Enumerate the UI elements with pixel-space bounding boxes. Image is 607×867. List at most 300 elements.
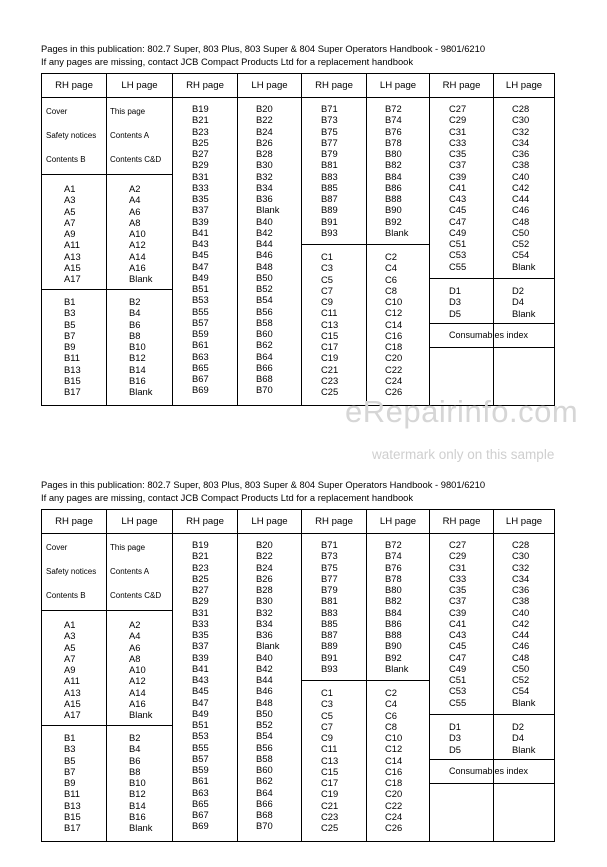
safety-notices-entry: Safety notices (46, 567, 97, 576)
page-number: C51 (449, 674, 467, 685)
page-number: B52 (256, 283, 273, 294)
lh-b-pages-cont (256, 539, 279, 832)
page-number: B48 (256, 260, 273, 272)
rh-c-pages-cont (449, 539, 466, 708)
page-number: B2 (129, 296, 141, 307)
lh-d-pages (512, 721, 535, 755)
lh-b-pages-cont (256, 103, 279, 396)
page-number: C48 (512, 651, 530, 663)
page-number: C19 (321, 788, 339, 800)
page-number: C16 (385, 765, 403, 777)
page-number: B63 (192, 786, 209, 798)
page-number: B88 (385, 629, 402, 640)
page-number: B62 (256, 339, 273, 351)
page-number: B12 (129, 352, 146, 364)
page-number: Blank (512, 696, 536, 708)
page-number: A5 (64, 205, 76, 217)
page-number: B76 (385, 125, 402, 137)
rh-page-header: RH page (442, 80, 481, 91)
page-number: C44 (512, 193, 530, 204)
publication-title: Pages in this publication: 802.7 Super, 803 Plus, 803 Super & 804 Super Operators Handbook - 9801/6210 (41, 479, 486, 490)
page-number: B76 (385, 561, 402, 573)
page-number: C21 (321, 799, 339, 811)
page-number: B17 (64, 386, 81, 397)
page-number: B92 (385, 651, 402, 663)
page-number: B44 (256, 238, 273, 249)
page-number: B83 (321, 170, 338, 182)
page-number: C13 (321, 754, 339, 766)
page-number: B68 (256, 809, 273, 820)
page-number: C53 (449, 249, 467, 261)
page-number: B5 (64, 754, 76, 766)
page-number: A16 (129, 261, 146, 273)
page-number: A7 (64, 652, 76, 664)
publication-title: Pages in this publication: 802.7 Super, 803 Plus, 803 Super & 804 Super Operators Handbook - 9801/6210 (41, 43, 486, 54)
page-number: A15 (64, 261, 81, 273)
contents-a-entry: Contents A (110, 567, 150, 576)
page-number: C21 (321, 363, 339, 375)
page-number: B50 (256, 271, 273, 283)
page-number: B61 (192, 339, 209, 351)
page-number: B17 (64, 822, 81, 833)
page-number: B1 (64, 732, 76, 743)
page-number: C32 (512, 561, 530, 573)
page-number: C15 (321, 329, 339, 341)
page-number: B51 (192, 719, 209, 730)
page-number: B91 (321, 651, 338, 663)
page-number: B46 (256, 249, 273, 261)
page-number: B50 (256, 707, 273, 719)
page-number: C49 (449, 662, 467, 674)
page-number: C36 (512, 148, 530, 159)
page-number: B48 (256, 696, 273, 708)
page-number: B24 (256, 125, 273, 137)
page-number: C53 (449, 685, 467, 697)
page-number: B64 (256, 786, 273, 798)
page-number: D3 (449, 296, 461, 308)
page-number: B75 (321, 125, 338, 137)
page-number: C16 (385, 329, 403, 341)
page-number: C32 (512, 125, 530, 137)
page-number: A16 (129, 697, 146, 709)
rh-page-header: RH page (315, 80, 353, 91)
page-number: B77 (321, 572, 338, 584)
page-number: D4 (512, 296, 524, 308)
page-number: B35 (192, 629, 209, 640)
page-number: B79 (321, 148, 338, 159)
lh-page-header: LH page (121, 516, 158, 527)
page-number: C25 (321, 386, 339, 397)
page-number: A1 (64, 183, 76, 194)
page-number: C51 (449, 238, 467, 249)
page-number: B82 (385, 159, 402, 171)
page-number: B12 (129, 788, 146, 800)
page-number: C54 (512, 249, 530, 261)
page-number: B93 (321, 662, 338, 674)
page-number: B47 (192, 696, 209, 708)
page-number: A14 (129, 686, 146, 698)
page-number: B11 (64, 788, 80, 800)
page-number: C46 (512, 640, 530, 652)
page-number: B3 (64, 743, 76, 755)
page-number: B32 (256, 170, 273, 182)
page-number: B65 (192, 797, 209, 809)
this-page-entry: This page (110, 543, 146, 552)
page-number: C28 (512, 539, 530, 550)
rh-b-pages-cont (192, 539, 209, 832)
page-number: B54 (256, 294, 273, 306)
page-number: C47 (449, 215, 467, 227)
page-number: A17 (64, 273, 81, 284)
lh-c-pages (385, 251, 402, 397)
page-number: C27 (449, 103, 467, 114)
lh-a-pages (129, 619, 152, 720)
page-number: C24 (385, 374, 403, 386)
page-number: B55 (192, 741, 209, 753)
page-number: A4 (129, 630, 141, 642)
page-number: B74 (385, 114, 402, 126)
page-number: A10 (129, 664, 146, 675)
page-number: B34 (256, 617, 273, 629)
page-number: B53 (192, 730, 209, 742)
page-number: C33 (449, 572, 467, 584)
page-number: B40 (256, 215, 273, 227)
contents-cd-entry: Contents C&D (110, 591, 162, 600)
page-number: C45 (449, 204, 467, 216)
page-number: B65 (192, 361, 209, 373)
page-number: C10 (385, 732, 403, 743)
page-number: C4 (385, 698, 397, 710)
page-number: Blank (512, 307, 536, 319)
page-number: C52 (512, 674, 530, 685)
page-list-sample-top (0, 0, 607, 397)
page-number: B56 (256, 741, 273, 753)
page-number: B9 (64, 341, 76, 352)
page-number: B16 (129, 374, 146, 386)
page-number: B6 (129, 754, 141, 766)
lh-c-pages-cont (512, 103, 535, 272)
page-number: B27 (192, 148, 209, 159)
page-number: C31 (449, 561, 467, 573)
page-number: C20 (385, 788, 403, 800)
page-number: C14 (385, 318, 403, 330)
page-number: B29 (192, 159, 209, 171)
page-number: C8 (385, 720, 397, 732)
page-number: B4 (129, 743, 141, 755)
contents-a-entry: Contents A (110, 131, 150, 140)
page-number: B42 (256, 226, 273, 238)
page-number: C18 (385, 341, 403, 352)
page-list-sample-bottom (0, 436, 607, 833)
page-number: C34 (512, 572, 530, 584)
page-number: B20 (256, 103, 273, 114)
page-number: B55 (192, 305, 209, 317)
page-number: C2 (385, 251, 397, 262)
page-number: B16 (129, 810, 146, 822)
lh-a-pages (129, 183, 152, 284)
page-number: C27 (449, 539, 467, 550)
page-number: C39 (449, 606, 467, 618)
page-number: C48 (512, 215, 530, 227)
page-number: C4 (385, 262, 397, 274)
page-number: A17 (64, 709, 81, 720)
lh-b-pages (129, 732, 152, 833)
page-number: B54 (256, 730, 273, 742)
page-number: D4 (512, 732, 524, 744)
page-number: A13 (64, 250, 81, 262)
page-number: B26 (256, 572, 273, 584)
page-number: B47 (192, 260, 209, 272)
page-number: C28 (512, 103, 530, 114)
page-number: A11 (64, 239, 80, 251)
page-number: Blank (129, 709, 153, 720)
page-number: C29 (449, 550, 467, 562)
contents-b-entry: Contents B (46, 155, 86, 164)
page-number: B92 (385, 215, 402, 227)
page-number: B53 (192, 294, 209, 306)
page-number: C22 (385, 799, 403, 811)
page-number: C39 (449, 170, 467, 182)
page-number: B80 (385, 584, 402, 595)
page-number: B70 (256, 384, 273, 396)
contents-b-entry: Contents B (46, 591, 86, 600)
page-number: B60 (256, 764, 273, 775)
page-number: C11 (321, 307, 338, 319)
page-number: B42 (256, 662, 273, 674)
page-list-table (41, 509, 555, 842)
page-number: B74 (385, 550, 402, 562)
page-number: Blank (385, 662, 409, 674)
page-number: C12 (385, 743, 403, 755)
page-number: B8 (129, 329, 141, 341)
page-number: B1 (64, 296, 76, 307)
page-number: B89 (321, 204, 338, 216)
lh-page-header: LH page (379, 80, 417, 91)
page-number: B56 (256, 305, 273, 317)
page-number: B67 (192, 809, 209, 820)
page-number: C52 (512, 238, 530, 249)
page-number: B51 (192, 283, 209, 294)
page-number: B21 (192, 550, 209, 562)
consumables-index-entry: Consumables index (449, 766, 529, 776)
page-number: B19 (192, 539, 209, 550)
page-number: B69 (192, 820, 209, 832)
page-number: C35 (449, 148, 467, 159)
page-number: B11 (64, 352, 80, 364)
missing-pages-note: If any pages are missing, contact JCB Compact Products Ltd for a replacement handbook (41, 56, 414, 67)
page-number: B87 (321, 193, 338, 204)
page-number: B30 (256, 595, 273, 607)
page-number: C24 (385, 810, 403, 822)
page-number: A2 (129, 183, 141, 194)
page-number: B9 (64, 777, 76, 788)
page-number: B2 (129, 732, 141, 743)
rh-page-header: RH page (442, 516, 481, 527)
page-number: B70 (256, 820, 273, 832)
lh-page-header: LH page (379, 516, 417, 527)
page-number: C15 (321, 765, 339, 777)
page-number: B68 (256, 373, 273, 384)
page-number: A5 (64, 641, 76, 653)
page-number: C54 (512, 685, 530, 697)
page-number: D1 (449, 721, 461, 732)
lh-b-pages-end (385, 103, 408, 238)
page-number: B14 (129, 363, 146, 375)
page-number: B64 (256, 350, 273, 362)
page-number: C38 (512, 159, 530, 171)
page-number: B82 (385, 595, 402, 607)
page-number: B37 (192, 204, 209, 216)
page-number: Blank (256, 640, 280, 652)
page-number: B88 (385, 193, 402, 204)
page-number: C35 (449, 584, 467, 595)
page-number: C46 (512, 204, 530, 216)
lh-c-pages-cont (512, 539, 535, 708)
page-number: B5 (64, 318, 76, 330)
rh-b-pages-end (321, 103, 338, 238)
page-number: C37 (449, 159, 467, 171)
page-number: B85 (321, 181, 338, 193)
page-number: C14 (385, 754, 403, 766)
rh-b-pages-end (321, 539, 338, 674)
page-number: B39 (192, 215, 209, 227)
page-number: C43 (449, 629, 467, 640)
page-number: A2 (129, 619, 141, 630)
rh-a-pages (64, 619, 81, 720)
lh-c-pages (385, 687, 402, 833)
page-number: B86 (385, 181, 402, 193)
page-number: B46 (256, 685, 273, 697)
lh-page-header: LH page (251, 80, 288, 91)
page-number: Blank (385, 226, 409, 238)
page-number: A11 (64, 675, 80, 687)
page-number: C44 (512, 629, 530, 640)
page-number: A12 (129, 239, 146, 251)
page-number: C41 (449, 181, 467, 193)
page-number: C41 (449, 617, 467, 629)
page-number: B62 (256, 775, 273, 787)
page-number: B81 (321, 595, 338, 607)
page-number: B45 (192, 249, 209, 261)
page-number: C8 (385, 284, 397, 296)
page-number: C22 (385, 363, 403, 375)
page-number: B63 (192, 350, 209, 362)
page-number: C10 (385, 296, 403, 307)
page-number: B72 (385, 103, 402, 114)
page-number: B7 (64, 329, 76, 341)
rh-page-header: RH page (186, 516, 224, 527)
page-number: B77 (321, 136, 338, 148)
page-number: B31 (192, 606, 209, 618)
page-number: A1 (64, 619, 76, 630)
cover-entry: Cover (46, 543, 68, 552)
lh-b-pages-end (385, 539, 408, 674)
page-number: Blank (129, 273, 153, 284)
page-number: B78 (385, 136, 402, 148)
page-number: C30 (512, 550, 530, 562)
page-number: B27 (192, 584, 209, 595)
page-number: C5 (321, 709, 333, 721)
page-number: C12 (385, 307, 403, 319)
page-number: B91 (321, 215, 338, 227)
page-number: C23 (321, 374, 339, 386)
page-number: B75 (321, 561, 338, 573)
page-number: B80 (385, 148, 402, 159)
page-number: B83 (321, 606, 338, 618)
page-number: B13 (64, 799, 81, 811)
page-number: D3 (449, 732, 461, 744)
page-number: B49 (192, 271, 209, 283)
page-number: B15 (64, 374, 81, 386)
page-number: B40 (256, 651, 273, 663)
page-number: B32 (256, 606, 273, 618)
page-number: A9 (64, 228, 76, 239)
rh-b-pages (64, 296, 81, 397)
page-number: Blank (129, 822, 153, 833)
page-number: C26 (385, 386, 403, 397)
page-number: C47 (449, 651, 467, 663)
page-number: C2 (385, 687, 397, 698)
page-number: C29 (449, 114, 467, 126)
rh-page-header: RH page (55, 516, 93, 527)
page-number: B39 (192, 651, 209, 663)
lh-d-pages (512, 285, 535, 319)
page-number: A9 (64, 664, 76, 675)
page-number: C31 (449, 125, 467, 137)
page-number: C6 (385, 709, 397, 721)
rh-page-header: RH page (55, 80, 93, 91)
page-number: C11 (321, 743, 338, 755)
page-number: B87 (321, 629, 338, 640)
page-number: Blank (512, 743, 536, 755)
page-number: C17 (321, 341, 339, 352)
page-number: A8 (129, 216, 141, 228)
page-number: C40 (512, 170, 530, 182)
page-number: Blank (256, 204, 280, 216)
page-number: C6 (385, 273, 397, 285)
page-number: B33 (192, 617, 209, 629)
page-number: A14 (129, 250, 146, 262)
page-number: D2 (512, 285, 524, 296)
page-number: B60 (256, 328, 273, 339)
rh-b-pages-cont (192, 103, 209, 396)
page-number: B93 (321, 226, 338, 238)
page-number: B10 (129, 777, 146, 788)
page-number: B31 (192, 170, 209, 182)
page-number: B89 (321, 640, 338, 652)
page-number: B19 (192, 103, 209, 114)
page-number: B25 (192, 572, 209, 584)
page-number: B71 (321, 103, 338, 114)
page-number: B20 (256, 539, 273, 550)
rh-page-header: RH page (315, 516, 353, 527)
page-number: B73 (321, 114, 338, 126)
page-number: C50 (512, 662, 530, 674)
page-number: A6 (129, 205, 141, 217)
page-number: B49 (192, 707, 209, 719)
page-number: C50 (512, 226, 530, 238)
page-number: C20 (385, 352, 403, 364)
page-number: B59 (192, 764, 209, 775)
page-number: D5 (449, 307, 461, 319)
page-number: B79 (321, 584, 338, 595)
page-number: B34 (256, 181, 273, 193)
page-number: B35 (192, 193, 209, 204)
page-number: B21 (192, 114, 209, 126)
rh-d-pages (449, 285, 461, 319)
page-number: B36 (256, 193, 273, 204)
page-number: B28 (256, 584, 273, 595)
